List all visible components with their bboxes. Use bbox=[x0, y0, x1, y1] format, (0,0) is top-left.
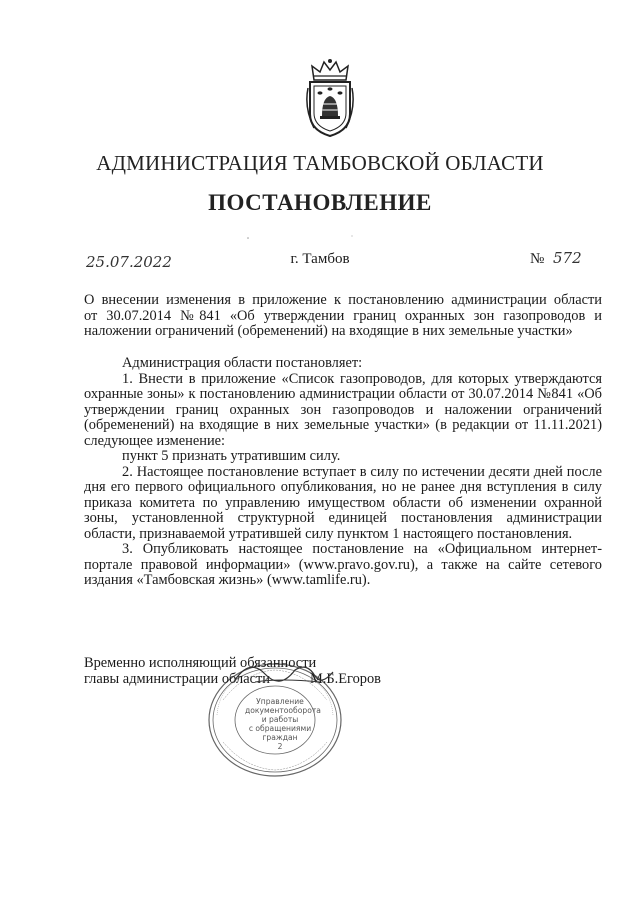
document-type-title: ПОСТАНОВЛЕНИЕ bbox=[208, 190, 432, 215]
number-sign: № bbox=[530, 251, 545, 267]
stamp-line-3: и работы bbox=[261, 715, 299, 724]
stamp-line-2: документооборота bbox=[245, 706, 321, 715]
stamp-line-1: Управление bbox=[256, 697, 304, 706]
body-item-1-sub: пункт 5 признать утратившим силу. bbox=[122, 448, 341, 464]
document-city: г. Тамбов bbox=[290, 251, 350, 267]
stamp-line-6: 2 bbox=[277, 742, 283, 751]
stamp-line-4: с обращениями bbox=[248, 724, 312, 733]
stamp-line-5: граждан bbox=[262, 733, 298, 742]
body-item-3: 3. Опубликовать настоящее постановление на «Официальном интернет-портале правовой информации» (www.pravo.gov.ru), а также на сайте сетевого издания «Тамбовская жизнь» (www.tamlife.ru). bbox=[84, 541, 602, 588]
subject-line-3: наложении ограничений (обременений) на входящие в них земельные участки» bbox=[84, 323, 573, 340]
document-date: 25.07.2022 bbox=[86, 253, 172, 271]
organization-title: АДМИНИСТРАЦИЯ ТАМБОВСКОЙ ОБЛАСТИ bbox=[96, 151, 544, 175]
document-number: 572 bbox=[553, 249, 582, 267]
body-item-2: 2. Настоящее постановление вступает в силу по истечении десяти дней после дня его первого официального опубликования, но не ранее дня вступления в силу приказа комитета по управлению имуществом области об изменении охранной зоны, установленной структурной единицей постановления администрации области, признаваемой утратившей силу пунктом 1 настоящего постановления. bbox=[84, 463, 602, 542]
subject-line-2: от 30.07.2014 №841 «Об утверждении границ охранных зон газопроводов и bbox=[84, 307, 602, 324]
body-intro: Администрация области постановляет: bbox=[122, 355, 363, 371]
signatory-position-line-1: Временно исполняющий обязанности bbox=[84, 655, 317, 671]
body-item-1: 1. Внести в приложение «Список газопроводов, для которых утверждаются охранные зоны» к постановлению администрации области от 30.07.2014 №841 «Об утверждении границ охранных зон газопроводов и наложении ограничений (обременений) на входящие в них земельные участки» (в редакции от 11.11.2021) следующее изменение: bbox=[84, 370, 602, 449]
signatory-position-line-2: главы администрации области bbox=[84, 670, 270, 687]
subject-line-1: О внесении изменения в приложение к постановлению администрации области bbox=[84, 292, 602, 308]
signatory-name: М.Б.Егоров bbox=[310, 671, 381, 687]
